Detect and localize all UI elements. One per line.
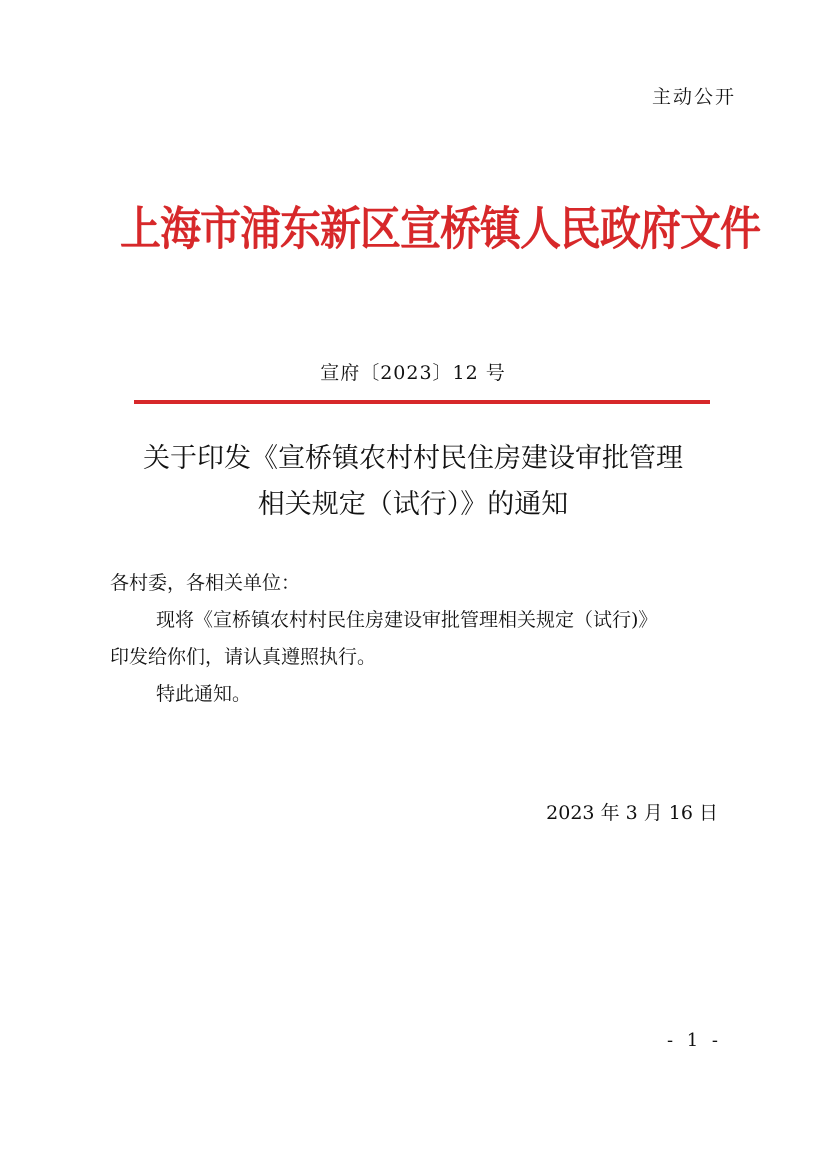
- body-paragraph-line-2: 印发给你们，请认真遵照执行。: [110, 646, 377, 668]
- disclosure-label: 主动公开: [651, 86, 736, 108]
- document-body: [110, 565, 726, 713]
- closing-text: 特此通知。: [156, 683, 252, 705]
- document-title: [90, 436, 736, 528]
- salutation: 各村委，各相关单位：: [110, 572, 301, 594]
- red-separator-line: [134, 400, 710, 404]
- document-number: 宣府〔2023〕12 号: [320, 362, 506, 384]
- page-number: - 1 -: [666, 1030, 722, 1051]
- title-line-2: 相关规定（试行）》的通知: [257, 489, 569, 520]
- issue-date: 2023 年 3 月 16 日: [546, 802, 718, 824]
- title-line-1: 关于印发《宣桥镇农村村民住房建设审批管理: [143, 443, 683, 474]
- document-masthead: 上海市浦东新区宣桥镇人民政府文件: [120, 202, 760, 256]
- body-paragraph-line-1: 现将《宣桥镇农村村民住房建设审批管理相关规定（试行)》: [156, 609, 658, 631]
